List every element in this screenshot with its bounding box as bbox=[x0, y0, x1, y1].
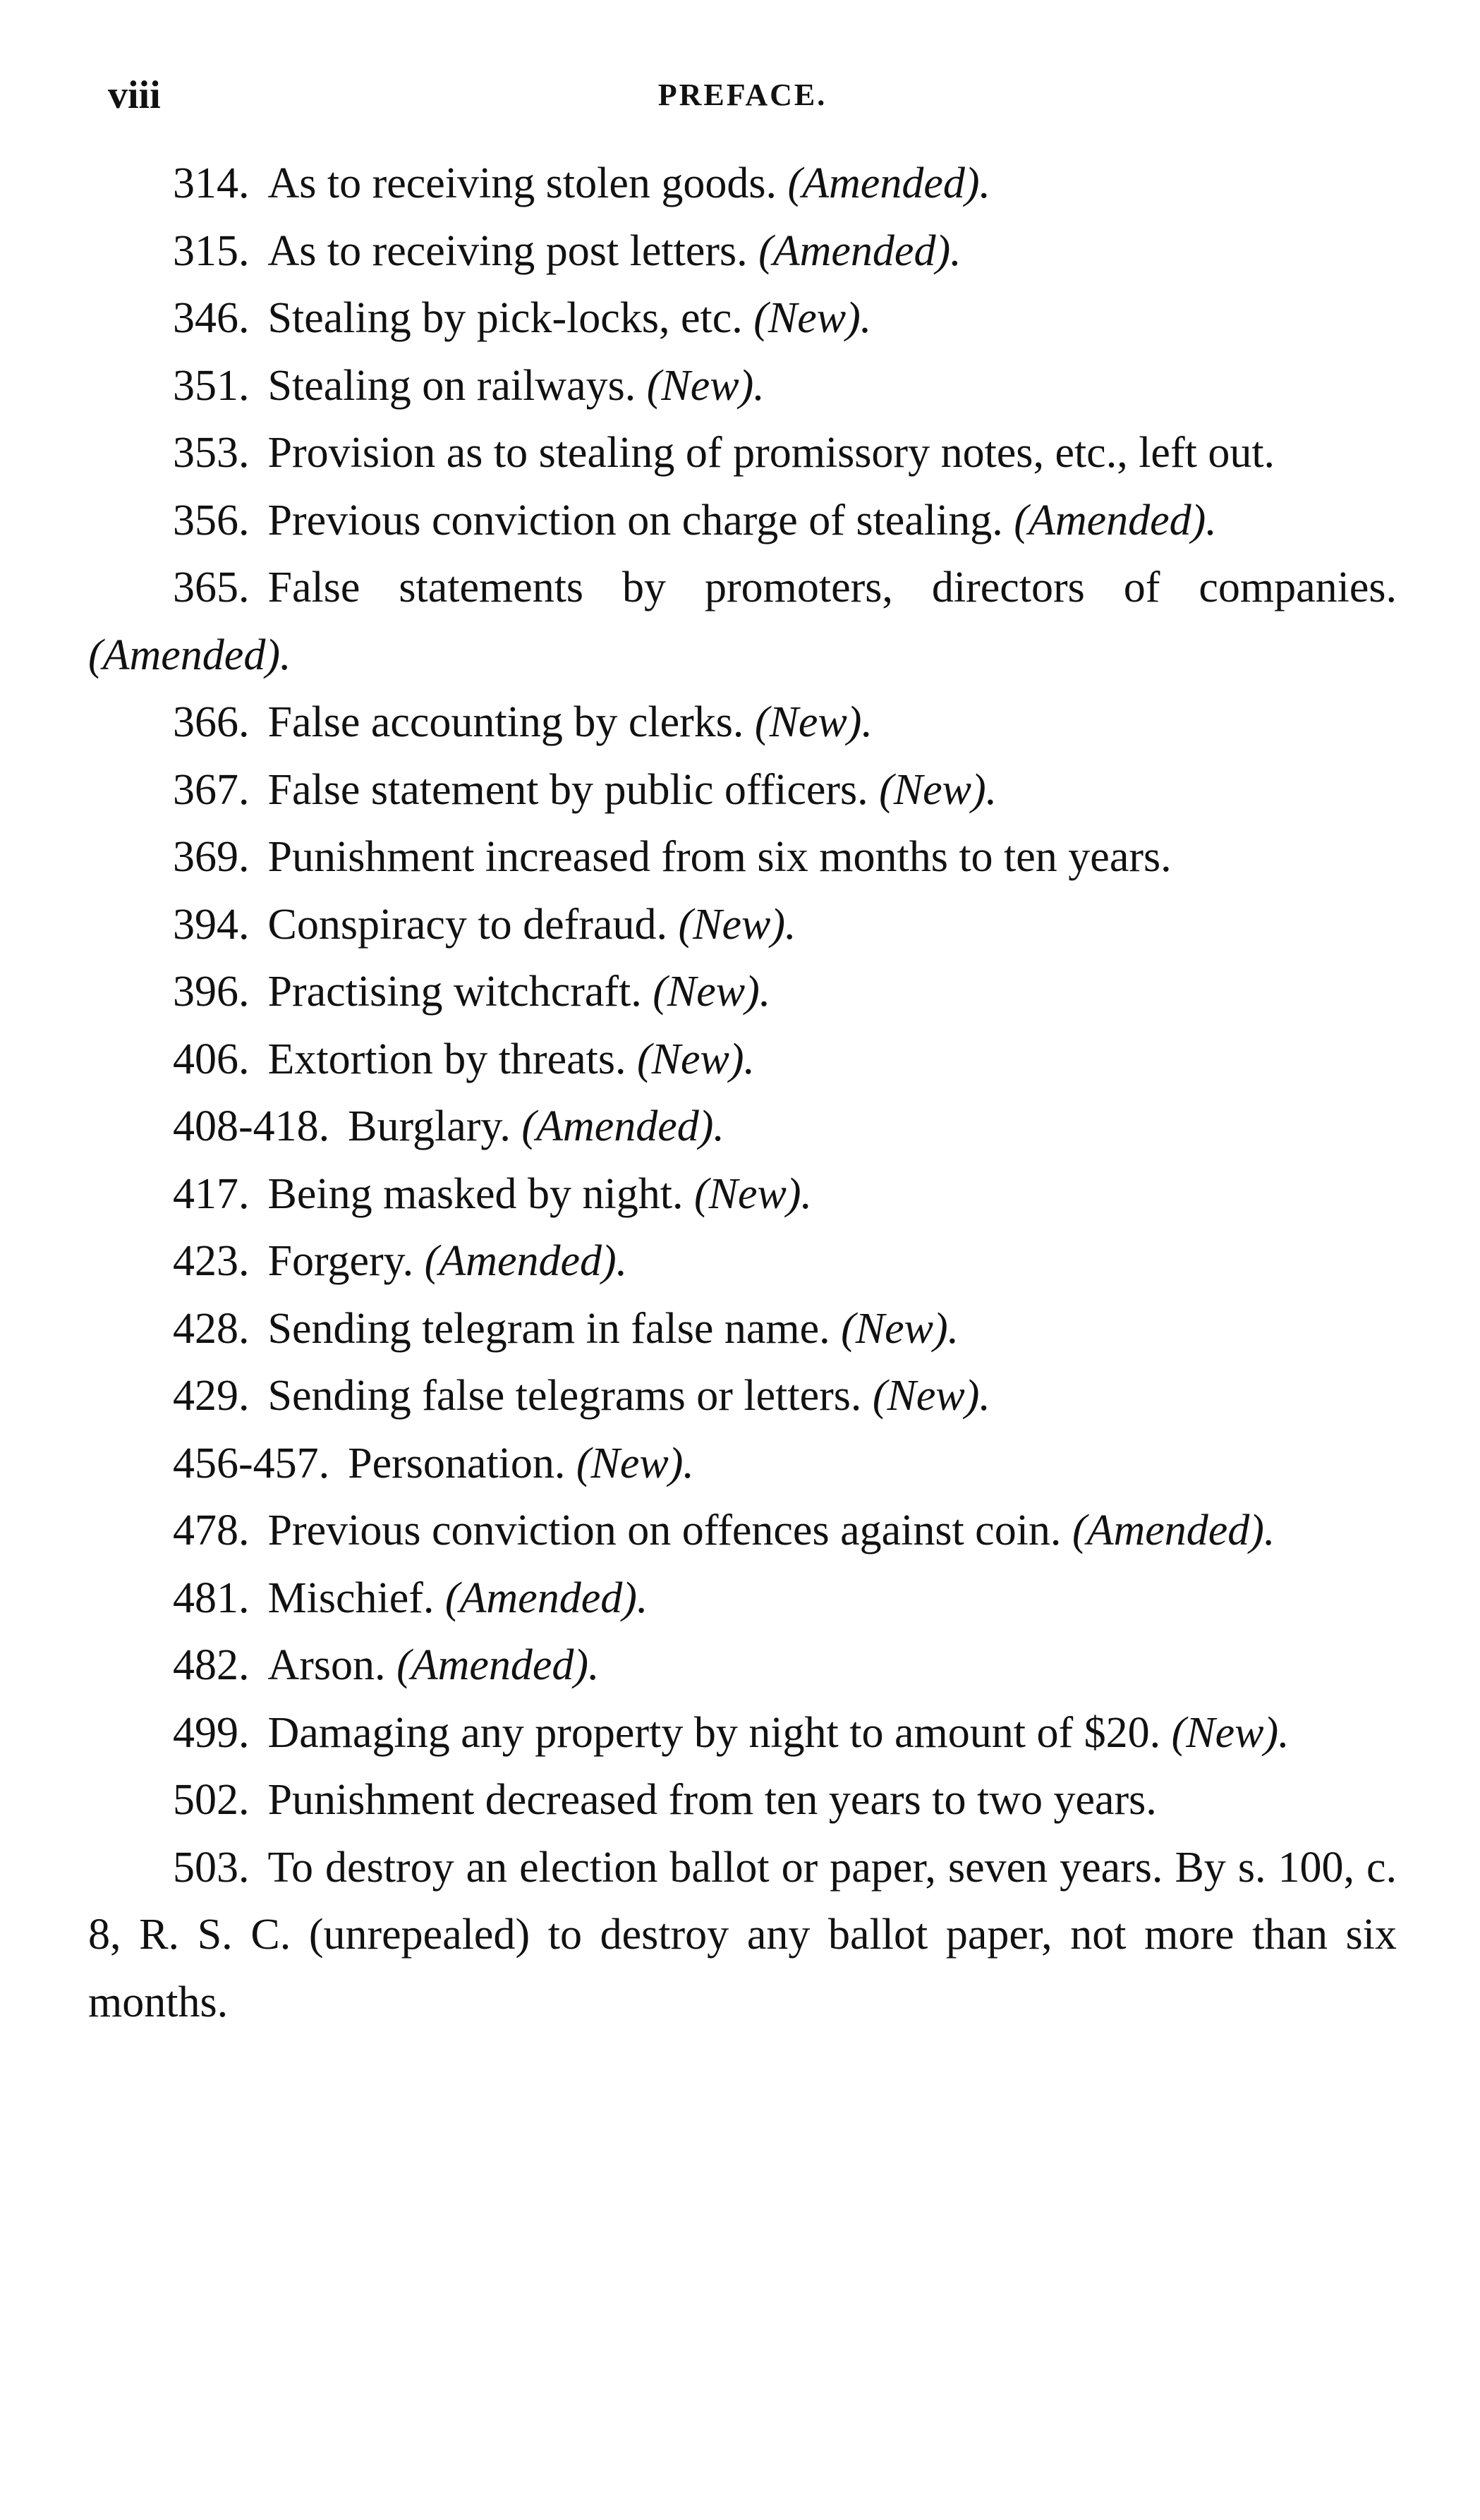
page-header bbox=[88, 67, 1397, 123]
section-number: 356. bbox=[173, 496, 250, 544]
section-description: Forgery. bbox=[267, 1237, 414, 1285]
section-entry bbox=[88, 824, 1397, 891]
page-number: viii bbox=[108, 73, 161, 117]
section-description: Stealing on railways. bbox=[267, 361, 636, 410]
section-description: Mischief. bbox=[267, 1574, 435, 1622]
section-status: (New). bbox=[653, 968, 771, 1016]
section-status: (Amended). bbox=[758, 226, 962, 275]
section-number: 314. bbox=[173, 159, 250, 207]
section-number: 369. bbox=[173, 833, 250, 881]
section-number: 482. bbox=[173, 1641, 250, 1689]
section-list bbox=[88, 150, 1397, 2036]
section-status: (Amended). bbox=[1072, 1506, 1275, 1554]
section-number: 367. bbox=[173, 765, 250, 814]
section-description: Arson. bbox=[267, 1641, 386, 1689]
section-status: (New). bbox=[646, 361, 765, 410]
section-entry bbox=[88, 757, 1397, 824]
section-status: (New). bbox=[841, 1304, 959, 1353]
section-number: 499. bbox=[173, 1708, 250, 1757]
section-number: 396. bbox=[173, 968, 250, 1016]
section-status: (New). bbox=[753, 294, 872, 342]
section-entry bbox=[88, 487, 1397, 555]
section-description: Being masked by night. bbox=[267, 1169, 684, 1218]
section-number: 394. bbox=[173, 900, 250, 949]
section-description: Practising witchcraft. bbox=[267, 968, 642, 1016]
section-status: (New). bbox=[879, 765, 997, 814]
section-status: (New). bbox=[576, 1439, 694, 1487]
section-entry bbox=[88, 891, 1397, 959]
section-entry bbox=[88, 285, 1397, 353]
section-entry bbox=[88, 1228, 1397, 1296]
section-description: To destroy an election ballot or paper, seven years. By s. 100, c. 8, R. S. C. (unrepealed) to destroy any ballot paper, not more than six months. bbox=[88, 1843, 1397, 2026]
section-description: False statement by public officers. bbox=[267, 765, 868, 814]
section-entry bbox=[88, 1834, 1397, 2037]
section-entry bbox=[88, 1026, 1397, 1094]
section-number: 406. bbox=[173, 1035, 250, 1083]
section-entry bbox=[88, 554, 1397, 689]
section-status: (Amended). bbox=[88, 631, 291, 679]
section-entry bbox=[88, 353, 1397, 420]
section-description: False accounting by clerks. bbox=[267, 698, 744, 746]
section-entry bbox=[88, 1700, 1397, 1767]
section-number: 346. bbox=[173, 294, 250, 342]
section-status: (New). bbox=[754, 698, 873, 746]
section-description: Stealing by pick-locks, etc. bbox=[267, 294, 743, 342]
section-description: Previous conviction on offences against coin. bbox=[267, 1506, 1062, 1554]
section-status: (Amended). bbox=[787, 159, 990, 207]
section-entry bbox=[88, 1497, 1397, 1565]
section-description: Punishment decreased from ten years to two years. bbox=[267, 1776, 1157, 1824]
section-entry bbox=[88, 1767, 1397, 1834]
section-number: 456-457. bbox=[173, 1439, 330, 1487]
section-description: Previous conviction on charge of stealing. bbox=[267, 496, 1003, 544]
section-description: False statements by promoters, directors of companies. bbox=[267, 564, 1397, 611]
section-number: 503. bbox=[173, 1843, 250, 1892]
section-status: (New). bbox=[872, 1372, 990, 1420]
section-entry bbox=[88, 420, 1397, 487]
section-entry bbox=[88, 218, 1397, 286]
section-entry bbox=[88, 1093, 1397, 1161]
section-status: (New). bbox=[636, 1035, 755, 1083]
section-status: (New). bbox=[678, 900, 796, 949]
document-page bbox=[88, 67, 1397, 2036]
section-description: Extortion by threats. bbox=[267, 1035, 626, 1083]
section-description: Punishment increased from six months to ten years. bbox=[267, 833, 1172, 881]
section-status: (Amended). bbox=[521, 1102, 724, 1150]
section-number: 417. bbox=[173, 1169, 250, 1218]
section-description: Sending false telegrams or letters. bbox=[267, 1372, 862, 1420]
section-status: (New). bbox=[693, 1169, 812, 1218]
section-number: 502. bbox=[173, 1776, 250, 1824]
section-status: (New). bbox=[1171, 1708, 1290, 1757]
section-number: 315. bbox=[173, 226, 250, 275]
section-description: Conspiracy to defraud. bbox=[267, 900, 667, 949]
section-description: Sending telegram in false name. bbox=[267, 1304, 830, 1353]
section-description: Provision as to stealing of promissory notes, etc., left out. bbox=[267, 429, 1275, 477]
section-number: 366. bbox=[173, 698, 250, 746]
section-status: (Amended). bbox=[396, 1641, 600, 1689]
section-entry bbox=[88, 1430, 1397, 1498]
section-status: (Amended). bbox=[1014, 496, 1217, 544]
section-entry bbox=[88, 1632, 1397, 1700]
section-entry bbox=[88, 1363, 1397, 1430]
section-number: 478. bbox=[173, 1506, 250, 1554]
section-number: 429. bbox=[173, 1372, 250, 1420]
running-head: PREFACE. bbox=[657, 78, 827, 112]
section-status: (Amended). bbox=[424, 1237, 628, 1285]
section-number: 408-418. bbox=[173, 1102, 330, 1150]
section-number: 351. bbox=[173, 361, 250, 410]
section-description: Personation. bbox=[348, 1439, 566, 1487]
section-number: 481. bbox=[173, 1574, 250, 1622]
section-entry bbox=[88, 1296, 1397, 1363]
section-status: (Amended). bbox=[444, 1574, 648, 1622]
section-entry bbox=[88, 689, 1397, 757]
section-entry bbox=[88, 1565, 1397, 1633]
section-entry bbox=[88, 1161, 1397, 1229]
section-description: As to receiving post letters. bbox=[267, 226, 748, 275]
section-number: 353. bbox=[173, 429, 250, 477]
section-description: Burglary. bbox=[348, 1102, 511, 1150]
section-number: 365. bbox=[173, 564, 250, 611]
section-number: 428. bbox=[173, 1304, 250, 1353]
section-description: Damaging any property by night to amount of $20. bbox=[267, 1708, 1161, 1757]
section-entry bbox=[88, 150, 1397, 218]
section-description: As to receiving stolen goods. bbox=[267, 159, 777, 207]
section-entry bbox=[88, 958, 1397, 1026]
section-number: 423. bbox=[173, 1237, 250, 1285]
